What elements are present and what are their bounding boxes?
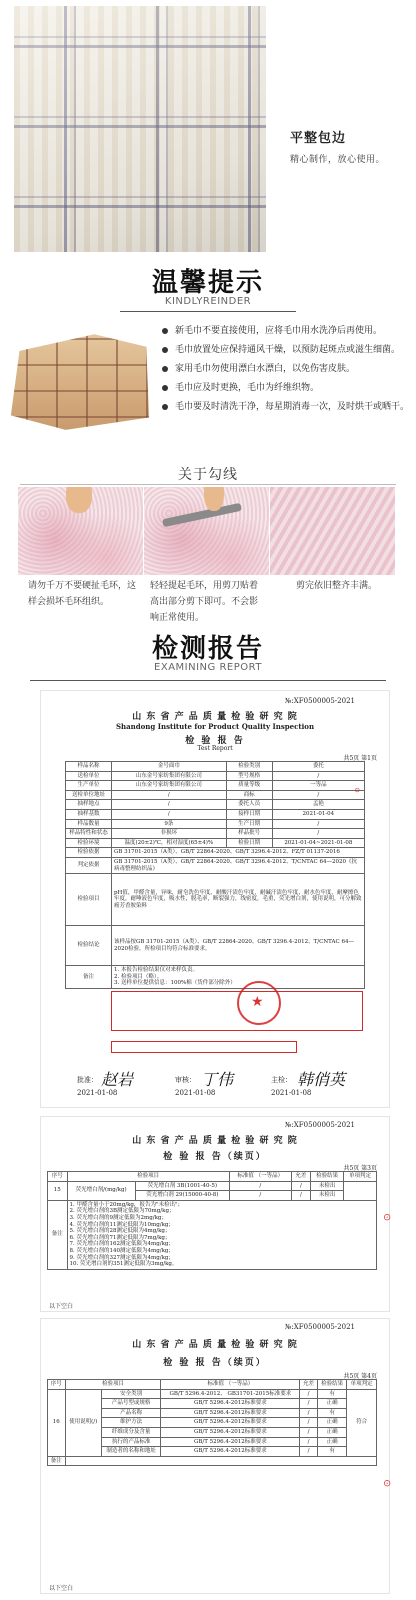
hook-photo-cut: [144, 487, 269, 575]
page-info: 共5页 第1页: [343, 755, 377, 762]
hook-photo-result: [270, 487, 395, 575]
report-title: 检测报告: [151, 634, 264, 664]
table-row: 维护方法 GB/T 5296.4-2012标准要求 / 正确: [48, 1418, 377, 1428]
blank-below-note: 以下空白: [49, 1585, 74, 1592]
report-number: №:XF0500005-2021: [284, 1323, 355, 1331]
list-item: 毛巾要及时清洗干净，每星期消毒一次，及时烘干或晒干。: [160, 398, 410, 417]
table-row: 执行的产品标准 GB/T 5296.4-2012标准要求 / 正确: [48, 1437, 377, 1447]
table-row: 检验环境 温度(20±2)℃，相对湿度(65±4)% 检验日期 2021-01-04~2021-01-08: [66, 838, 365, 848]
institute-name-en: Shandong Institute for Product Quality Inspection: [115, 722, 315, 731]
blank-below-note: 以下空白: [49, 1303, 74, 1310]
table-row: 备注 1. 甲醛含量小于20mg/kg，报告为"未检出"； 2. 荧光增白剂的3B测定低限为70mg/kg； 3. 荧光增白剂的9测定低限为2mg/kg； 4. 荧光增白剂的11测定低限为10mg/kg； 5. 荧光增白剂的28测定低限为4mg/kg； 6. 荧光增白剂的71测定低限为7mg/kg； 7. 荧光增白剂的162测定低限为4mg/kg； 8. 荧光增白剂的140测定低限为4mg/kg； 9. 荧光增白剂的327测定低限为4mg/kg； 10. 荧光增白剂的351测定低限为3mg/kg。: [48, 1200, 377, 1269]
bullet-icon: [162, 328, 168, 334]
report-doc-title: 检 验 报 告（续页）: [163, 1152, 267, 1162]
towel-closeup-photo: [14, 6, 266, 252]
table-row: 序号 检验项目 标准值 （一等品） 允差 检验结果 单项判定: [48, 1172, 377, 1182]
signature-inspector: 韩俏英: [297, 1070, 346, 1089]
report-title-en: EXAMINING REPORT: [154, 662, 262, 673]
tips-list: [160, 322, 410, 417]
report-number: №:XF0500005-2021: [284, 1121, 355, 1129]
remark-highlight: [111, 1041, 297, 1053]
report-number: №:XF0500005-2021: [284, 697, 355, 705]
table-row: 备注: [48, 1456, 377, 1466]
list-item: 毛巾应及时更换，毛巾为纤维织物。: [160, 379, 410, 398]
report-doc-title: 检 验 报 告: [185, 736, 245, 746]
table-row: 样品名称 金号面巾 检验类别 委托: [66, 762, 365, 772]
report-instructions-table: [47, 1379, 377, 1466]
tips-title-en: KINDLYREINDER: [164, 296, 252, 307]
folded-towels-photo: [8, 328, 152, 432]
bullet-icon: [162, 404, 168, 410]
hook-caption-2: 轻轻提起毛环，用剪刀贴着高出部分剪下即可。不会影响正常使用。: [150, 581, 259, 623]
table-row: 荧光增白剂 29(15000-40-8) / / 未检出: [48, 1191, 377, 1201]
institute-name: 山 东 省 产 品 质 量 检 验 研 究 院: [132, 712, 298, 722]
report-doc-title-en: Test Report: [197, 745, 233, 752]
table-row: 样品数量 9条 生产日期 /: [66, 819, 365, 829]
bullet-icon: [162, 385, 168, 391]
table-row: 样品特性和状态 非损坏 样品批号 /: [66, 829, 365, 839]
table-row: 备注 1. 本报告检验结果仅对来样负责。 2. 检验项目（略）。 3. 送样单位提供信息：100%棉（货件部分除外）: [66, 966, 365, 989]
page-info: 共5页 第4页: [343, 1373, 377, 1380]
table-row: 抽样基数 / 接样日期 2021-01-04: [66, 809, 365, 819]
feature-title: 平整包边: [290, 131, 347, 146]
table-row: 制造者的名称和地址 GB/T 5296.4-2012标准要求 / 有: [48, 1447, 377, 1457]
tips-divider: [120, 311, 296, 312]
list-item: 新毛巾不要直接使用，应将毛巾用水洗净后再使用。: [160, 322, 410, 341]
report-divider: [30, 680, 386, 681]
table-row: 序号 检验项目 标准值 （一等品） 允差 检验结果 单项判定: [48, 1380, 377, 1390]
table-row: 产品名称 GB/T 5296.4-2012标准要求 / 有: [48, 1408, 377, 1418]
report-page-2: [40, 1116, 390, 1312]
hook-divider: [20, 484, 396, 485]
side-seal-icon: ⊙: [381, 1479, 392, 1488]
signature-reviewer: 丁伟: [201, 1070, 234, 1089]
table-row: 送检单位 山东金号家纺集团有限公司 型号规格 /: [66, 771, 365, 781]
seal-star-icon: ★: [251, 994, 264, 1010]
report-page-1: №:XF0500005-2021 山 东 省 产 品 质 量 检 验 研 究 院 Shandong Institute for Product Quality Inspection 检 验 报 告 Test Report 共5页 第1页 样品名称 金号面巾 检验类别 委托 送检单位 山东金号家纺集团有限公司 型号规格 / 生产单位 山东金号家纺集团有限公司 质量等级 一等品 送检单位地址 / 商标 / 抽样地点 / 委托人员 孟艳 抽样基数 / 接样日期 2021-01-04 样品数量 9条 生产日期 / 样品特性和状态 非损坏 样品批号 / 检验环境 温度(20±2)℃，相对湿度(65±4)% 检验日期 2021-01-04~2021-01-08 检验依据 GB 31701-2015（A类）、GB/T 22864-2020、GB/T 3296.4-2012、FZ/T 01137-2016 判定依据 GB 31701-2015（A类）、GB/T 22864-2020、GB/T 3296.4-2012、T/CNTAC 64—2020《抗病毒整理纺织品》 检验项目 pH值，甲醛含量，异味，耐皂洗色牢度，耐酸汗渍色牢度，耐碱汗渍色牢度，耐水色牢度，耐摩擦色牢度，耐唾液色牢度，吸水性，脱毛率，断裂强力，线密度，毛重，荧光增白剂，使用说明，可分解致癌芳香胺染料 检验结论 该样品按GB 31701-2015（A类）、GB/T 22864-2020、GB/T 3296.4-2012、T/CNTAC 64—2020检验，所检项目均符合标准要求。 备注 1. 本报告检验结果仅对来样负责。 2. 检验项目（略）。 3. 送样单位提供信息：100%棉（货件部分除外） ★ ⊙ 批准： 赵岩 审核： 丁伟 主检： 韩俏英 2021-01-08 2021-01-08 2021-01-08: [40, 690, 390, 1108]
report-doc-title: 检 验 报 告（续页）: [163, 1358, 267, 1368]
hook-photo-pull: [18, 487, 143, 575]
tips-title: 温馨提示: [151, 268, 264, 298]
list-item: 毛巾放置处应保持通风干燥，以预防起斑点或滋生细菌。: [160, 341, 410, 360]
institute-name: 山 东 省 产 品 质 量 检 验 研 究 院: [132, 1136, 298, 1146]
feature-subtitle: 精心制作，放心使用。: [290, 155, 386, 165]
table-row: 检验项目 pH值，甲醛含量，异味，耐皂洗色牢度，耐酸汗渍色牢度，耐碱汗渍色牢度，耐水色牢度，耐摩擦色牢度，耐唾液色牢度，吸水性，脱毛率，断裂强力，线密度，毛重，荧光增白剂，使用说明，可分解致癌芳香胺染料: [66, 874, 365, 926]
table-row: 16 使用说明(/) 安全类别 GB/T 5296.4-2012、 GB31701-2015标准要求 / 有 符合: [48, 1389, 377, 1399]
table-row: 纤维成分及含量 GB/T 5296.4-2012标准要求 / 正确: [48, 1427, 377, 1437]
hook-caption-3: 剪完依旧整齐丰满。: [296, 581, 378, 591]
finger-icon: [66, 487, 92, 513]
bullet-icon: [162, 347, 168, 353]
table-row: 检验结论 该样品按GB 31701-2015（A类）、GB/T 22864-2020、GB/T 3296.4-2012、T/CNTAC 64—2020检验，所检项目均符合标准要求。: [66, 926, 365, 966]
hook-title: 关于勾线: [178, 467, 238, 483]
table-row: 送检单位地址 / 商标 /: [66, 790, 365, 800]
table-row: 抽样地点 / 委托人员 孟艳: [66, 800, 365, 810]
report-results-table: [47, 1171, 377, 1270]
signature-approver: 赵岩: [101, 1070, 134, 1089]
hook-caption-1: 请勿千万不要硬扯毛环，这样会损坏毛环组织。: [28, 581, 137, 607]
bullet-icon: [162, 366, 168, 372]
list-item: 家用毛巾勿使用漂白水漂白，以免伤害皮肤。: [160, 360, 410, 379]
report-info-table: [65, 761, 365, 989]
side-seal-icon: ⊙: [381, 1213, 392, 1222]
report-page-3: [40, 1318, 390, 1594]
table-row: 检验依据 GB 31701-2015（A类）、GB/T 22864-2020、GB/T 3296.4-2012、FZ/T 01137-2016: [66, 848, 365, 858]
page-info: 共5页 第3页: [343, 1165, 377, 1172]
institute-name: 山 东 省 产 品 质 量 检 验 研 究 院: [132, 1340, 298, 1350]
table-row: 生产单位 山东金号家纺集团有限公司 质量等级 一等品: [66, 781, 365, 791]
table-row: 判定依据 GB 31701-2015（A类）、GB/T 22864-2020、GB/T 3296.4-2012、T/CNTAC 64—2020《抗病毒整理纺织品》: [66, 857, 365, 873]
side-seal-icon: ⊙: [353, 787, 361, 793]
table-row: 15 荧光增白剂/(mg/kg) 荧光增白剂 3B(1001-40-5) / / 未检出: [48, 1181, 377, 1191]
table-row: 产品号型或规格 GB/T 5296.4-2012标准要求 / 正确: [48, 1399, 377, 1409]
